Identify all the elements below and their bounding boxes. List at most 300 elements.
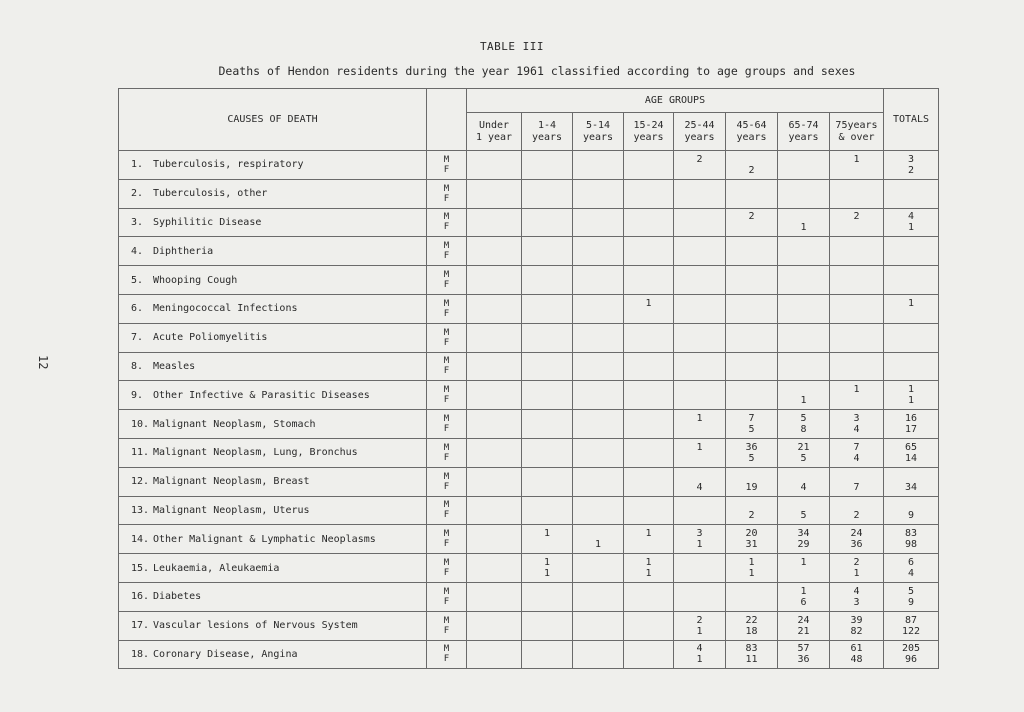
count-female	[726, 366, 777, 377]
sex-label	[427, 237, 467, 266]
count-female: 5	[748, 424, 755, 436]
count-cell	[674, 438, 726, 467]
header-age-6	[778, 113, 830, 151]
total-female: 17	[904, 424, 918, 436]
count-cell	[624, 467, 674, 496]
count-cell	[674, 237, 726, 266]
count-female	[573, 654, 623, 665]
count-male	[830, 269, 883, 280]
count-male	[624, 586, 673, 597]
total-cell	[884, 525, 939, 554]
total-cell	[884, 323, 939, 352]
header-age-4	[674, 113, 726, 151]
count-female	[522, 424, 572, 435]
count-cell	[522, 381, 573, 410]
count-male	[674, 211, 725, 222]
count-male: 1	[853, 384, 860, 396]
total-female: 9	[907, 596, 915, 608]
count-male	[624, 240, 673, 251]
count-male	[778, 269, 829, 280]
count-cell	[726, 640, 778, 669]
count-cell	[778, 410, 830, 439]
count-cell	[726, 582, 778, 611]
count-cell	[522, 582, 573, 611]
total-male	[884, 499, 938, 510]
count-female: 2	[748, 510, 755, 522]
count-male	[624, 471, 673, 482]
header-age-line: 75years	[835, 119, 878, 131]
count-male	[778, 211, 829, 222]
sex-label-line: F	[443, 452, 450, 463]
count-male	[726, 586, 777, 597]
count-male	[573, 154, 623, 165]
sex-label-line: F	[443, 193, 450, 204]
row-number: 5.	[131, 274, 144, 286]
count-cell	[573, 467, 624, 496]
count-female	[624, 309, 673, 320]
count-cell	[522, 237, 573, 266]
count-female	[467, 251, 521, 262]
row-number: 10.	[131, 418, 150, 430]
header-age-7	[830, 113, 884, 151]
count-female	[830, 395, 883, 406]
count-female: 21	[797, 625, 810, 637]
count-cell	[573, 266, 624, 295]
count-cell	[830, 611, 884, 640]
count-male	[778, 154, 829, 165]
count-male: 21	[797, 441, 810, 453]
table-row	[119, 294, 939, 323]
count-cell	[830, 496, 884, 525]
count-cell	[778, 266, 830, 295]
sex-label-line: M	[443, 212, 450, 223]
count-female	[674, 597, 725, 608]
count-female: 6	[800, 596, 807, 608]
count-female	[624, 338, 673, 349]
total-female	[884, 280, 938, 291]
table-title: TABLE III	[479, 40, 545, 53]
count-male	[726, 384, 777, 395]
count-cell	[522, 208, 573, 237]
count-cell	[726, 525, 778, 554]
count-female	[573, 309, 623, 320]
count-male	[674, 471, 725, 482]
count-cell	[573, 410, 624, 439]
count-male	[726, 240, 777, 251]
count-male: 24	[797, 614, 810, 626]
count-male	[522, 355, 572, 366]
count-cell	[726, 352, 778, 381]
count-male	[522, 643, 572, 654]
count-male	[674, 557, 725, 568]
count-cell	[830, 352, 884, 381]
count-female	[573, 366, 623, 377]
count-female: 1	[645, 568, 652, 580]
cause-label: Malignant Neoplasm, Lung, Bronchus	[153, 447, 358, 459]
header-age-2	[573, 113, 624, 151]
count-female	[467, 338, 521, 349]
header-sex	[427, 89, 467, 151]
count-cell	[467, 208, 522, 237]
count-cell	[778, 496, 830, 525]
table-row	[119, 582, 939, 611]
count-female	[624, 453, 673, 464]
count-cell	[674, 611, 726, 640]
row-number: 9.	[131, 389, 144, 401]
count-female	[830, 222, 883, 233]
count-male	[830, 183, 883, 194]
count-cell	[726, 266, 778, 295]
count-female	[467, 366, 521, 377]
count-male	[674, 269, 725, 280]
count-male	[830, 499, 883, 510]
count-female	[522, 453, 572, 464]
cause-of-death	[119, 352, 427, 381]
sex-label-line: M	[443, 183, 450, 194]
table-row	[119, 266, 939, 295]
count-female: 1	[594, 539, 602, 551]
count-cell	[726, 410, 778, 439]
sex-label	[427, 410, 467, 439]
count-male: 1	[645, 297, 652, 309]
sex-label	[427, 582, 467, 611]
count-male: 20	[745, 528, 758, 540]
sex-label-line: F	[443, 568, 450, 579]
cause-label: Measles	[153, 360, 196, 372]
total-female: 1	[907, 395, 915, 407]
count-cell	[674, 554, 726, 583]
count-male: 36	[745, 441, 758, 453]
count-female	[674, 395, 725, 406]
count-female	[467, 222, 521, 233]
header-age-1	[522, 113, 573, 151]
total-male	[884, 269, 938, 280]
cause-of-death	[119, 640, 427, 669]
count-female: 5	[800, 510, 807, 522]
count-cell	[674, 323, 726, 352]
sex-label-line: M	[443, 586, 450, 597]
count-male	[522, 413, 572, 424]
count-male: 1	[696, 441, 703, 453]
count-female	[467, 395, 521, 406]
count-cell	[778, 151, 830, 180]
count-male	[467, 471, 521, 482]
count-female	[778, 568, 829, 579]
total-female: 96	[904, 654, 918, 666]
total-cell	[884, 381, 939, 410]
count-male: 57	[797, 643, 810, 655]
total-female	[884, 338, 938, 349]
count-female	[624, 165, 673, 176]
table-row	[119, 467, 939, 496]
count-female	[573, 395, 623, 406]
cause-label: Malignant Neoplasm, Stomach	[153, 418, 316, 430]
row-number: 13.	[131, 504, 150, 516]
count-female	[522, 654, 572, 665]
count-cell	[573, 352, 624, 381]
table-row	[119, 352, 939, 381]
count-cell	[522, 294, 573, 323]
count-cell	[674, 525, 726, 554]
count-female	[726, 395, 777, 406]
count-female	[726, 251, 777, 262]
count-male	[467, 211, 521, 222]
count-male	[624, 327, 673, 338]
count-male	[830, 355, 883, 366]
cause-label: Diabetes	[153, 591, 202, 603]
cause-label: Whooping Cough	[153, 274, 238, 286]
count-female	[573, 510, 623, 521]
count-female	[674, 280, 725, 291]
cause-of-death	[119, 611, 427, 640]
count-male	[624, 183, 673, 194]
count-female	[624, 280, 673, 291]
row-number: 6.	[131, 303, 144, 315]
mortality-table	[118, 88, 939, 669]
header-age-line: 65-74	[788, 119, 819, 131]
count-female	[522, 280, 572, 291]
count-male	[573, 183, 623, 194]
row-number: 8.	[131, 360, 144, 372]
count-cell	[726, 294, 778, 323]
count-male	[573, 586, 623, 597]
count-female	[830, 194, 883, 205]
count-female	[830, 338, 883, 349]
count-cell	[467, 352, 522, 381]
count-male	[467, 355, 521, 366]
count-male: 1	[645, 557, 652, 569]
count-cell	[573, 640, 624, 669]
count-male	[624, 615, 673, 626]
cause-of-death	[119, 179, 427, 208]
total-female: 14	[904, 452, 918, 464]
count-male	[726, 298, 777, 309]
row-number: 3.	[131, 216, 144, 228]
count-male	[522, 327, 572, 338]
count-male: 1	[645, 528, 652, 540]
count-female	[522, 222, 572, 233]
count-cell	[467, 179, 522, 208]
count-cell	[674, 496, 726, 525]
sex-label-line: M	[443, 385, 450, 396]
count-female: 18	[745, 625, 758, 637]
cause-label: Other Malignant & Lymphatic Neoplasms	[153, 533, 376, 545]
count-male: 24	[850, 528, 863, 540]
count-male	[573, 327, 623, 338]
count-cell	[522, 179, 573, 208]
count-male	[778, 327, 829, 338]
count-female	[573, 338, 623, 349]
table-row	[119, 438, 939, 467]
count-female: 7	[853, 481, 860, 493]
count-female	[674, 424, 725, 435]
total-male: 1	[907, 384, 915, 396]
total-male	[884, 183, 938, 194]
count-cell	[726, 208, 778, 237]
table-row	[119, 525, 939, 554]
count-male	[624, 269, 673, 280]
cause-of-death	[119, 467, 427, 496]
count-female	[778, 309, 829, 320]
count-female	[674, 222, 725, 233]
count-male: 1	[800, 557, 807, 569]
count-cell	[624, 323, 674, 352]
count-male	[467, 528, 521, 539]
cause-of-death	[119, 496, 427, 525]
count-cell	[522, 323, 573, 352]
count-male: 5	[800, 413, 807, 425]
count-cell	[522, 438, 573, 467]
count-female: 1	[696, 625, 703, 637]
count-cell	[674, 352, 726, 381]
cause-of-death	[119, 554, 427, 583]
count-cell	[624, 294, 674, 323]
count-cell	[778, 525, 830, 554]
count-male: 22	[745, 614, 758, 626]
count-female	[830, 251, 883, 262]
count-cell	[778, 640, 830, 669]
header-age-line: years	[582, 131, 614, 143]
cause-label: Tuberculosis, other	[153, 188, 268, 200]
count-female: 36	[850, 539, 863, 551]
count-female: 36	[797, 654, 810, 666]
count-female	[522, 597, 572, 608]
count-male	[624, 413, 673, 424]
count-male: 1	[748, 557, 755, 569]
header-age-groups: AGE GROUPS	[467, 89, 884, 113]
count-cell	[778, 294, 830, 323]
count-male	[674, 240, 725, 251]
count-cell	[467, 467, 522, 496]
count-cell	[573, 438, 624, 467]
row-number: 4.	[131, 245, 144, 257]
sex-label-line: M	[443, 327, 450, 338]
count-female	[522, 395, 572, 406]
count-male	[467, 643, 521, 654]
count-female	[624, 395, 673, 406]
total-cell	[884, 554, 939, 583]
count-male	[624, 499, 673, 510]
sex-label-line: F	[443, 654, 450, 665]
count-cell	[522, 467, 573, 496]
count-cell	[467, 294, 522, 323]
total-cell	[884, 611, 939, 640]
total-cell	[884, 438, 939, 467]
total-female: 1	[907, 222, 915, 234]
count-male: 2	[853, 211, 860, 223]
sex-label-line: M	[443, 154, 450, 165]
count-female	[467, 539, 521, 550]
count-female	[467, 626, 521, 637]
count-male	[522, 298, 572, 309]
count-male	[674, 384, 725, 395]
sex-label-line: F	[443, 481, 450, 492]
cause-label: Acute Poliomyelitis	[153, 332, 268, 344]
count-female	[624, 539, 673, 550]
table-row	[119, 611, 939, 640]
header-age-5	[726, 113, 778, 151]
count-female: 1	[853, 568, 860, 580]
count-male	[522, 183, 572, 194]
count-male	[674, 586, 725, 597]
count-female	[573, 482, 623, 493]
count-female	[778, 194, 829, 205]
count-cell	[467, 611, 522, 640]
count-male	[573, 499, 623, 510]
count-male: 1	[853, 153, 860, 165]
cause-of-death	[119, 323, 427, 352]
count-cell	[624, 525, 674, 554]
total-cell	[884, 294, 939, 323]
count-cell	[830, 294, 884, 323]
total-male: 1	[907, 297, 915, 309]
count-cell	[778, 611, 830, 640]
count-cell	[624, 611, 674, 640]
sex-label-line: F	[443, 337, 450, 348]
count-cell	[624, 208, 674, 237]
table-row	[119, 410, 939, 439]
count-female: 5	[748, 452, 755, 464]
count-male: 83	[745, 643, 758, 655]
count-cell	[467, 410, 522, 439]
count-cell	[726, 179, 778, 208]
count-male	[467, 615, 521, 626]
count-female	[522, 626, 572, 637]
count-female: 1	[800, 395, 807, 407]
count-female: 4	[853, 452, 860, 464]
count-cell	[778, 438, 830, 467]
count-male	[522, 471, 572, 482]
count-male	[573, 528, 623, 539]
header-age-line: years	[531, 131, 563, 143]
total-female: 2	[907, 164, 915, 176]
sex-label-line: M	[443, 558, 450, 569]
count-female	[467, 453, 521, 464]
count-female	[674, 165, 725, 176]
count-male	[467, 413, 521, 424]
count-female: 4	[800, 481, 807, 493]
header-age-line: years	[736, 131, 767, 143]
count-cell	[624, 640, 674, 669]
count-male: 4	[853, 585, 860, 597]
count-female	[726, 280, 777, 291]
sex-label	[427, 151, 467, 180]
count-female	[624, 654, 673, 665]
count-male	[726, 183, 777, 194]
total-female: 9	[907, 510, 915, 522]
cause-of-death	[119, 208, 427, 237]
count-cell	[573, 554, 624, 583]
count-female	[522, 194, 572, 205]
count-female	[726, 309, 777, 320]
count-cell	[778, 352, 830, 381]
header-age-line: & over	[838, 131, 875, 143]
count-cell	[467, 640, 522, 669]
row-number: 18.	[131, 648, 150, 660]
sex-label	[427, 294, 467, 323]
count-male	[467, 384, 521, 395]
sex-label-line: M	[443, 442, 450, 453]
count-male: 2	[748, 211, 755, 223]
count-male	[467, 183, 521, 194]
count-cell	[674, 266, 726, 295]
sex-label	[427, 467, 467, 496]
count-cell	[467, 381, 522, 410]
count-male: 34	[797, 528, 810, 540]
sex-label-line: M	[443, 356, 450, 367]
header-causes: CAUSES OF DEATH	[119, 89, 427, 151]
total-female: 98	[904, 539, 918, 551]
